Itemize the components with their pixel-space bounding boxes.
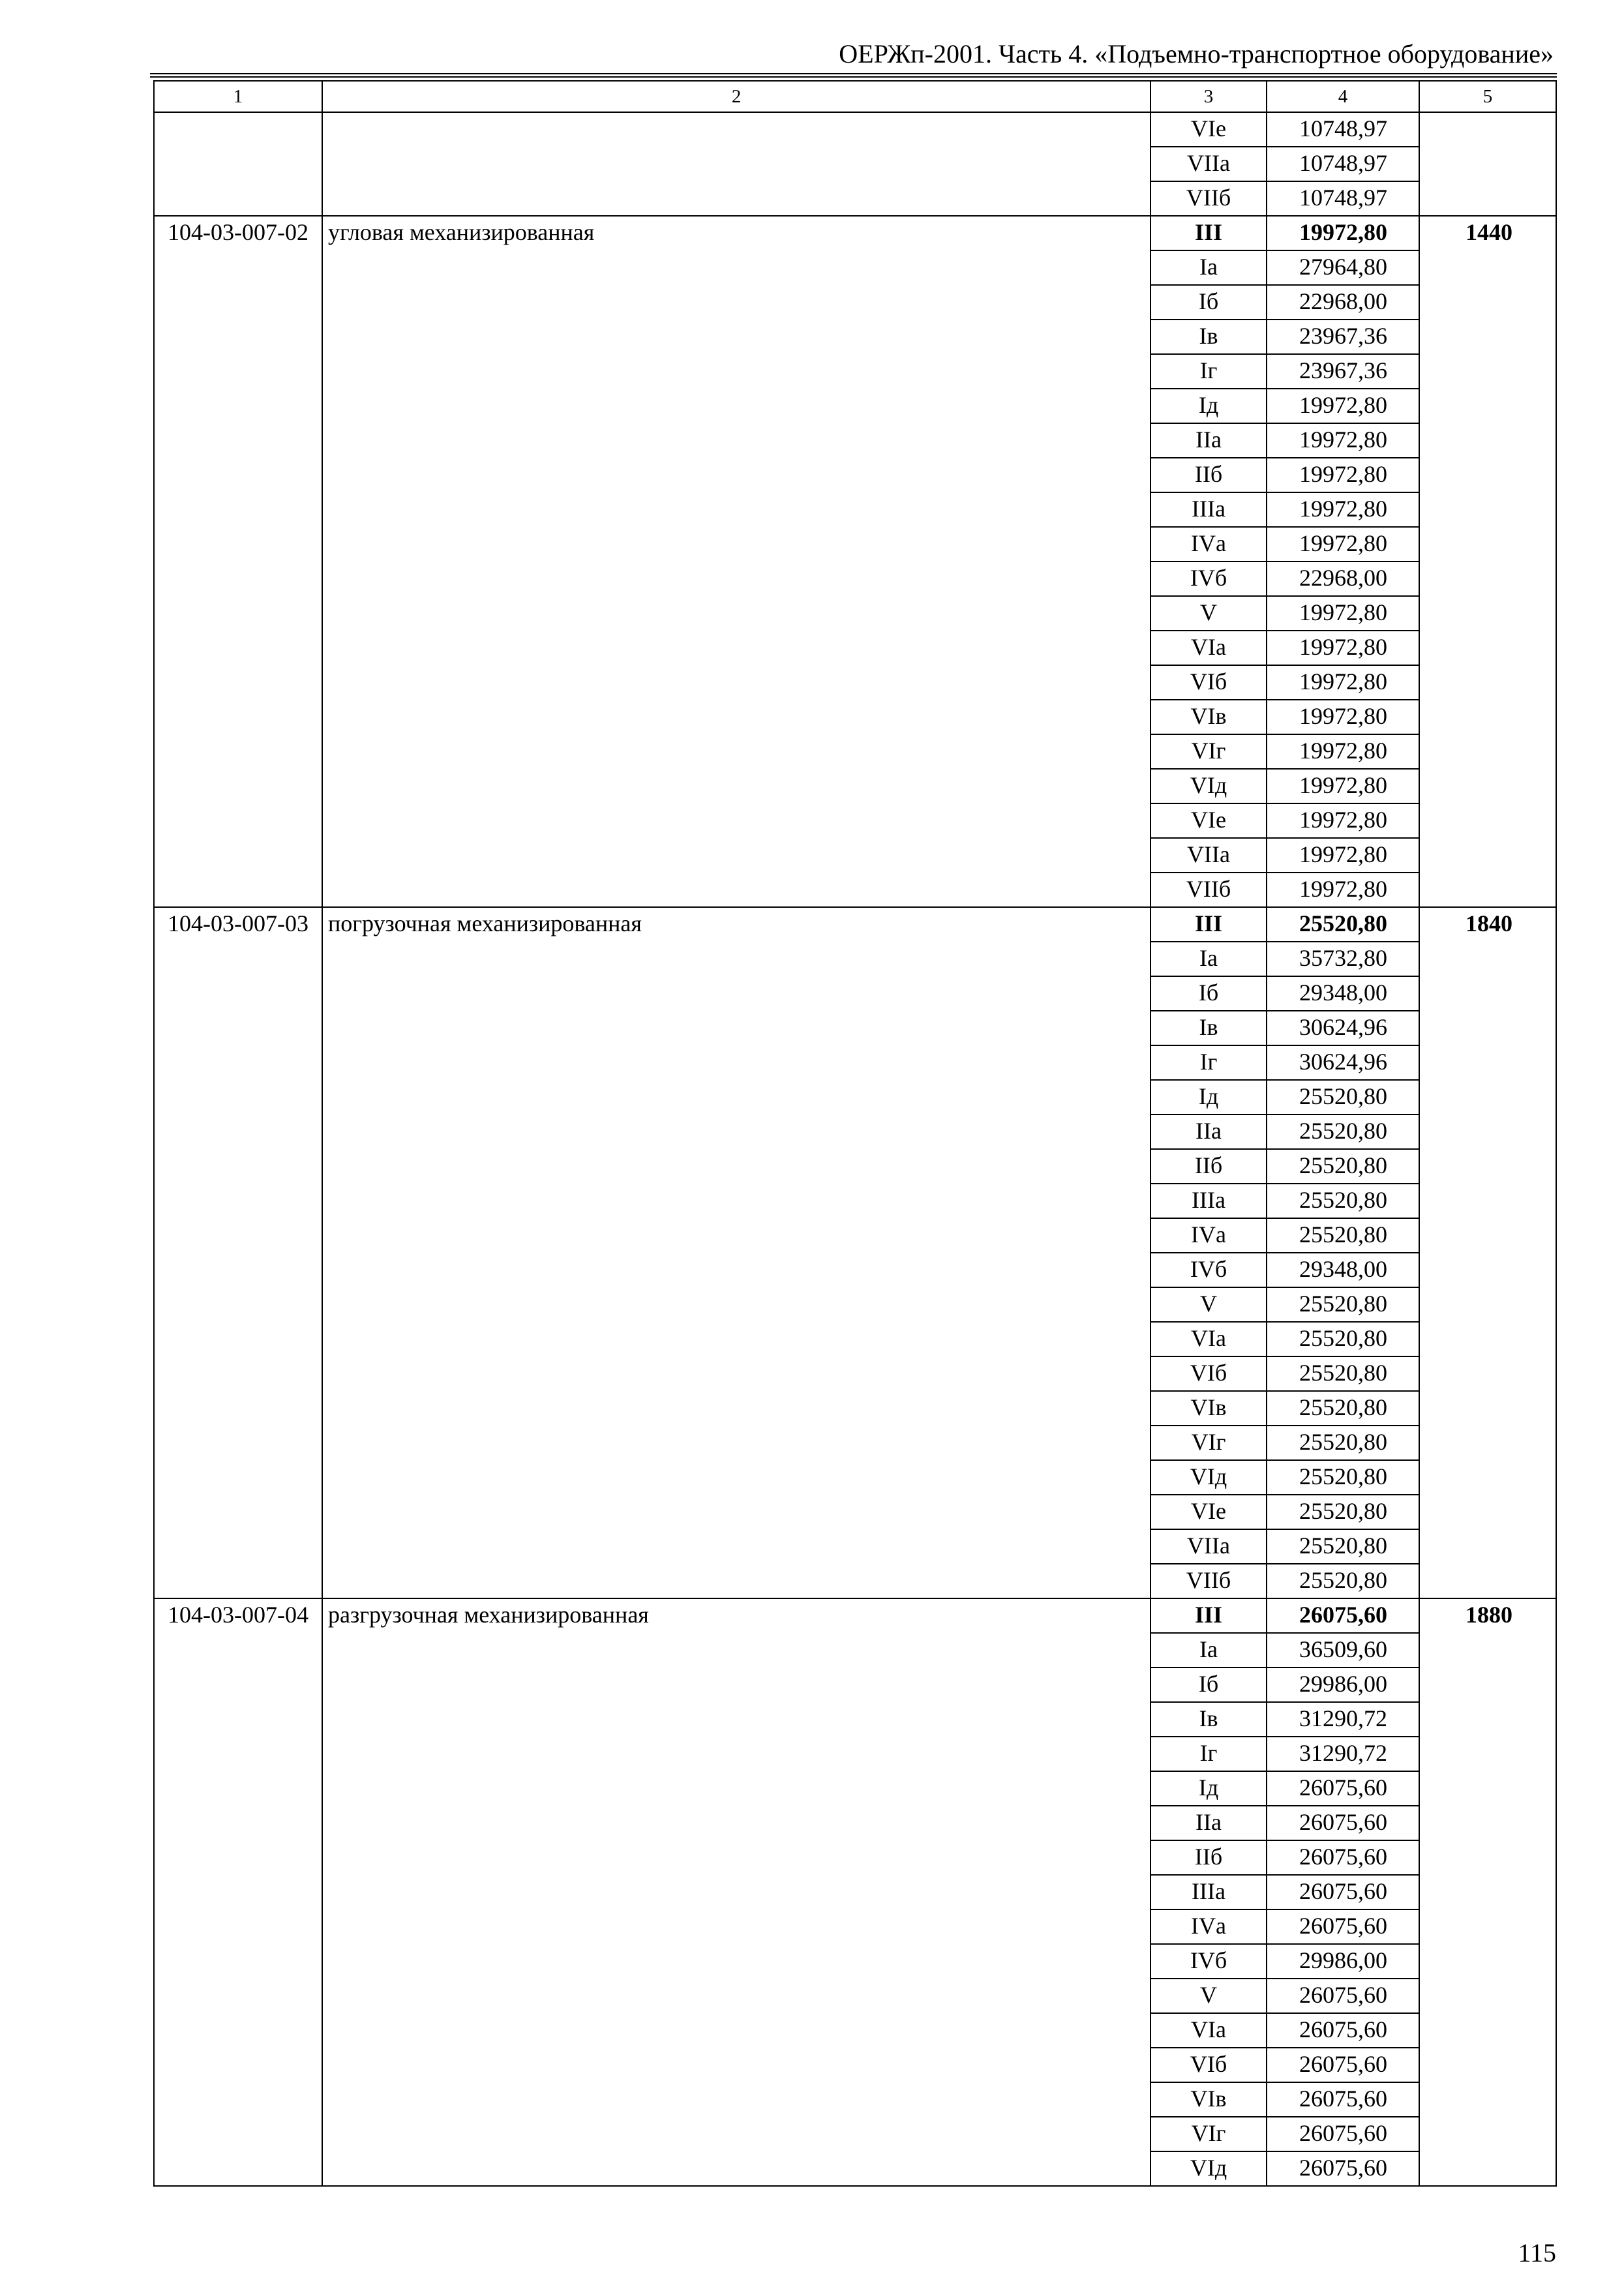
zone-cell: VIIб bbox=[1150, 873, 1267, 907]
price-cell: 30624,96 bbox=[1267, 1045, 1419, 1080]
value-cell bbox=[1419, 112, 1556, 216]
column-number-1: 1 bbox=[154, 81, 322, 112]
zone-cell: V bbox=[1150, 596, 1267, 631]
zone-cell: VIг bbox=[1150, 734, 1267, 769]
price-cell: 29348,00 bbox=[1267, 976, 1419, 1011]
zone-cell: VIд bbox=[1150, 2151, 1267, 2186]
price-cell: 19972,80 bbox=[1267, 700, 1419, 734]
column-number-2: 2 bbox=[322, 81, 1150, 112]
price-cell: 31290,72 bbox=[1267, 1737, 1419, 1771]
price-cell: 25520,80 bbox=[1267, 1391, 1419, 1426]
price-cell: 19972,80 bbox=[1267, 458, 1419, 492]
value-text: 1880 bbox=[1466, 1602, 1512, 1628]
price-cell: 26075,60 bbox=[1267, 2048, 1419, 2082]
zone-cell: Iб bbox=[1150, 976, 1267, 1011]
price-cell: 19972,80 bbox=[1267, 492, 1419, 527]
zone-cell: Iг bbox=[1150, 1737, 1267, 1771]
header-rule-bottom bbox=[150, 76, 1557, 78]
price-cell: 26075,60 bbox=[1267, 1598, 1419, 1633]
price-cell: 26075,60 bbox=[1267, 2013, 1419, 2048]
value-cell bbox=[1419, 1598, 1556, 2186]
price-cell: 25520,80 bbox=[1267, 1322, 1419, 1356]
price-cell: 29986,00 bbox=[1267, 1668, 1419, 1702]
price-cell: 25520,80 bbox=[1267, 1149, 1419, 1184]
price-cell: 31290,72 bbox=[1267, 1702, 1419, 1737]
zone-cell: Iб bbox=[1150, 285, 1267, 320]
price-cell: 26075,60 bbox=[1267, 1979, 1419, 2013]
price-cell: 29348,00 bbox=[1267, 1253, 1419, 1287]
price-cell: 25520,80 bbox=[1267, 1495, 1419, 1529]
code-cell: 104-03-007-03 bbox=[154, 907, 322, 1598]
value-cell bbox=[1419, 216, 1556, 907]
zone-cell: VIIб bbox=[1150, 1564, 1267, 1598]
price-cell: 26075,60 bbox=[1267, 2151, 1419, 2186]
price-cell: 35732,80 bbox=[1267, 942, 1419, 976]
zone-cell: VIв bbox=[1150, 700, 1267, 734]
rates-table bbox=[153, 80, 1557, 2187]
price-cell: 26075,60 bbox=[1267, 1806, 1419, 1840]
code-cell bbox=[154, 112, 322, 216]
price-cell: 27964,80 bbox=[1267, 250, 1419, 285]
price-cell: 25520,80 bbox=[1267, 1184, 1419, 1218]
zone-cell: IVа bbox=[1150, 1909, 1267, 1944]
zone-cell: V bbox=[1150, 1979, 1267, 2013]
zone-cell: VIб bbox=[1150, 2048, 1267, 2082]
price-cell: 25520,80 bbox=[1267, 1426, 1419, 1460]
price-cell: 25520,80 bbox=[1267, 907, 1419, 942]
price-cell: 25520,80 bbox=[1267, 1356, 1419, 1391]
name-cell: разгрузочная механизированная bbox=[322, 1598, 1150, 2186]
zone-cell: Iг bbox=[1150, 354, 1267, 389]
zone-cell: VIа bbox=[1150, 631, 1267, 665]
column-number-3: 3 bbox=[1150, 81, 1267, 112]
price-cell: 19972,80 bbox=[1267, 596, 1419, 631]
price-cell: 26075,60 bbox=[1267, 2082, 1419, 2117]
zone-cell: IVб bbox=[1150, 1253, 1267, 1287]
zone-cell: VIа bbox=[1150, 1322, 1267, 1356]
zone-cell: VIв bbox=[1150, 1391, 1267, 1426]
price-cell: 23967,36 bbox=[1267, 320, 1419, 354]
zone-cell: III bbox=[1150, 1598, 1267, 1633]
zone-cell: IVб bbox=[1150, 1944, 1267, 1979]
price-cell: 19972,80 bbox=[1267, 527, 1419, 561]
value-text: 1440 bbox=[1466, 219, 1512, 245]
price-cell: 36509,60 bbox=[1267, 1633, 1419, 1668]
zone-cell: VIг bbox=[1150, 1426, 1267, 1460]
zone-cell: VIб bbox=[1150, 1356, 1267, 1391]
price-cell: 19972,80 bbox=[1267, 803, 1419, 838]
name-cell: угловая механизированная bbox=[322, 216, 1150, 907]
zone-cell: VIIа bbox=[1150, 1529, 1267, 1564]
zone-cell: VIIа bbox=[1150, 147, 1267, 181]
price-cell: 23967,36 bbox=[1267, 354, 1419, 389]
name-cell bbox=[322, 112, 1150, 216]
zone-cell: IIа bbox=[1150, 1806, 1267, 1840]
zone-cell: Iг bbox=[1150, 1045, 1267, 1080]
zone-cell: VIIа bbox=[1150, 838, 1267, 873]
price-cell: 25520,80 bbox=[1267, 1115, 1419, 1149]
price-cell: 25520,80 bbox=[1267, 1564, 1419, 1598]
table-row bbox=[154, 216, 1556, 250]
price-cell: 29986,00 bbox=[1267, 1944, 1419, 1979]
column-number-5: 5 bbox=[1419, 81, 1556, 112]
zone-cell: VIа bbox=[1150, 2013, 1267, 2048]
zone-cell: IVб bbox=[1150, 561, 1267, 596]
zone-cell: Iб bbox=[1150, 1668, 1267, 1702]
zone-cell: IIб bbox=[1150, 1149, 1267, 1184]
zone-cell: III bbox=[1150, 216, 1267, 250]
code-cell: 104-03-007-04 bbox=[154, 1598, 322, 2186]
value-text: 1840 bbox=[1466, 910, 1512, 936]
price-cell: 19972,80 bbox=[1267, 769, 1419, 803]
zone-cell: VIе bbox=[1150, 1495, 1267, 1529]
price-cell: 25520,80 bbox=[1267, 1287, 1419, 1322]
zone-cell: IIIа bbox=[1150, 1184, 1267, 1218]
price-cell: 26075,60 bbox=[1267, 1909, 1419, 1944]
zone-cell: Iв bbox=[1150, 1702, 1267, 1737]
code-cell: 104-03-007-02 bbox=[154, 216, 322, 907]
zone-cell: Iд bbox=[1150, 389, 1267, 423]
zone-cell: VIе bbox=[1150, 112, 1267, 147]
zone-cell: VIд bbox=[1150, 1460, 1267, 1495]
column-number-row bbox=[154, 81, 1556, 112]
zone-cell: IVа bbox=[1150, 527, 1267, 561]
header-rule-top bbox=[150, 73, 1557, 74]
price-cell: 19972,80 bbox=[1267, 631, 1419, 665]
zone-cell: III bbox=[1150, 907, 1267, 942]
zone-cell: VIд bbox=[1150, 769, 1267, 803]
price-cell: 10748,97 bbox=[1267, 112, 1419, 147]
price-cell: 26075,60 bbox=[1267, 1840, 1419, 1875]
zone-cell: V bbox=[1150, 1287, 1267, 1322]
zone-cell: IIб bbox=[1150, 458, 1267, 492]
zone-cell: IIб bbox=[1150, 1840, 1267, 1875]
price-cell: 10748,97 bbox=[1267, 147, 1419, 181]
price-cell: 25520,80 bbox=[1267, 1080, 1419, 1115]
zone-cell: IIа bbox=[1150, 1115, 1267, 1149]
price-cell: 26075,60 bbox=[1267, 1875, 1419, 1909]
zone-cell: VIб bbox=[1150, 665, 1267, 700]
zone-cell: Iд bbox=[1150, 1771, 1267, 1806]
value-cell bbox=[1419, 907, 1556, 1598]
zone-cell: IIа bbox=[1150, 423, 1267, 458]
rates-table-body bbox=[154, 81, 1556, 2186]
price-cell: 10748,97 bbox=[1267, 181, 1419, 216]
price-cell: 22968,00 bbox=[1267, 561, 1419, 596]
zone-cell: IVа bbox=[1150, 1218, 1267, 1253]
zone-cell: VIв bbox=[1150, 2082, 1267, 2117]
zone-cell: VIIб bbox=[1150, 181, 1267, 216]
price-cell: 19972,80 bbox=[1267, 423, 1419, 458]
zone-cell: Iа bbox=[1150, 250, 1267, 285]
zone-cell: VIг bbox=[1150, 2117, 1267, 2151]
table-row bbox=[154, 907, 1556, 942]
price-cell: 25520,80 bbox=[1267, 1218, 1419, 1253]
price-cell: 19972,80 bbox=[1267, 665, 1419, 700]
price-cell: 30624,96 bbox=[1267, 1011, 1419, 1045]
price-cell: 19972,80 bbox=[1267, 873, 1419, 907]
price-cell: 19972,80 bbox=[1267, 216, 1419, 250]
price-cell: 19972,80 bbox=[1267, 389, 1419, 423]
zone-cell: IIIа bbox=[1150, 1875, 1267, 1909]
zone-cell: Iа bbox=[1150, 1633, 1267, 1668]
zone-cell: Iв bbox=[1150, 1011, 1267, 1045]
price-cell: 26075,60 bbox=[1267, 2117, 1419, 2151]
price-cell: 25520,80 bbox=[1267, 1460, 1419, 1495]
page-header-title: ОЕРЖп-2001. Часть 4. «Подъемно-транспортное оборудование» bbox=[839, 39, 1554, 68]
table-row bbox=[154, 1598, 1556, 1633]
name-cell: погрузочная механизированная bbox=[322, 907, 1150, 1598]
table-row bbox=[154, 112, 1556, 147]
price-cell: 26075,60 bbox=[1267, 1771, 1419, 1806]
price-cell: 19972,80 bbox=[1267, 734, 1419, 769]
column-number-4: 4 bbox=[1267, 81, 1419, 112]
price-cell: 19972,80 bbox=[1267, 838, 1419, 873]
price-cell: 22968,00 bbox=[1267, 285, 1419, 320]
price-cell: 25520,80 bbox=[1267, 1529, 1419, 1564]
zone-cell: VIе bbox=[1150, 803, 1267, 838]
zone-cell: IIIа bbox=[1150, 492, 1267, 527]
zone-cell: Iд bbox=[1150, 1080, 1267, 1115]
page-number: 115 bbox=[1518, 2238, 1556, 2267]
zone-cell: Iа bbox=[1150, 942, 1267, 976]
zone-cell: Iв bbox=[1150, 320, 1267, 354]
